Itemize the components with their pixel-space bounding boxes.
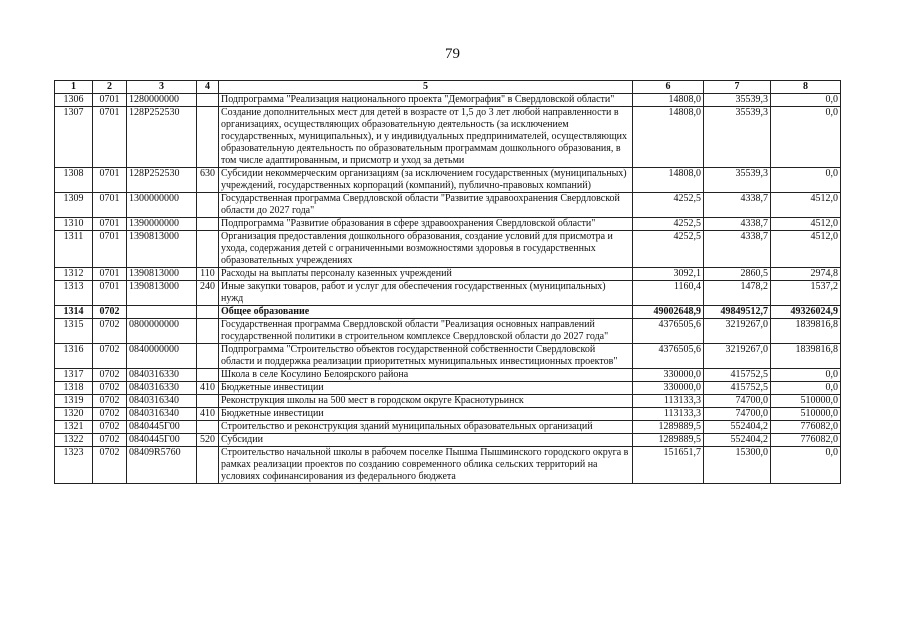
section-code: 0702 — [93, 395, 127, 408]
amount-year-2: 3219267,0 — [704, 344, 771, 369]
section-code: 0702 — [93, 319, 127, 344]
page-number: 79 — [445, 46, 460, 62]
column-header: 8 — [771, 81, 841, 94]
row-number: 1314 — [55, 306, 93, 319]
amount-year-1: 4252,5 — [633, 231, 704, 268]
target-code: 0840000000 — [127, 344, 197, 369]
item-name: Бюджетные инвестиции — [219, 408, 633, 421]
amount-year-2: 2860,5 — [704, 268, 771, 281]
item-name: Общее образование — [219, 306, 633, 319]
section-code: 0702 — [93, 447, 127, 484]
column-header: 7 — [704, 81, 771, 94]
expense-type — [197, 395, 219, 408]
amount-year-3: 776082,0 — [771, 434, 841, 447]
amount-year-2: 1478,2 — [704, 281, 771, 306]
table-row — [55, 434, 841, 447]
item-name: Подпрограмма "Строительство объектов государственной собственности Свердловской области и поддержка реализации приоритетных муниципальных инвестиционных проектов" — [219, 344, 633, 369]
amount-year-2: 552404,2 — [704, 434, 771, 447]
table-row — [55, 369, 841, 382]
row-number: 1317 — [55, 369, 93, 382]
row-number: 1320 — [55, 408, 93, 421]
row-number: 1312 — [55, 268, 93, 281]
table-row — [55, 395, 841, 408]
table-row — [55, 382, 841, 395]
target-code: 128P252530 — [127, 168, 197, 193]
amount-year-3: 4512,0 — [771, 218, 841, 231]
target-code: 0840445Г00 — [127, 421, 197, 434]
section-code: 0701 — [93, 107, 127, 168]
amount-year-3: 4512,0 — [771, 231, 841, 268]
amount-year-3: 0,0 — [771, 168, 841, 193]
target-code: 1390000000 — [127, 218, 197, 231]
row-number: 1323 — [55, 447, 93, 484]
table-row — [55, 344, 841, 369]
row-number: 1306 — [55, 94, 93, 107]
row-number: 1318 — [55, 382, 93, 395]
item-name: Субсидии — [219, 434, 633, 447]
table-body — [55, 94, 841, 484]
expense-type — [197, 107, 219, 168]
expense-type: 410 — [197, 408, 219, 421]
expense-type — [197, 231, 219, 268]
expense-type: 410 — [197, 382, 219, 395]
amount-year-1: 14808,0 — [633, 94, 704, 107]
section-code: 0701 — [93, 268, 127, 281]
amount-year-2: 35539,3 — [704, 107, 771, 168]
table-row — [55, 268, 841, 281]
table-row — [55, 231, 841, 268]
table-row — [55, 408, 841, 421]
row-number: 1316 — [55, 344, 93, 369]
header-row — [55, 81, 841, 94]
amount-year-1: 49002648,9 — [633, 306, 704, 319]
amount-year-3: 0,0 — [771, 382, 841, 395]
section-code: 0701 — [93, 231, 127, 268]
amount-year-2: 74700,0 — [704, 395, 771, 408]
item-name: Строительство начальной школы в рабочем поселке Пышма Пышминского городского округа в рамках реализации проектов по созданию современного облика сельских территорий на условиях софинансирования из федерального бюджета — [219, 447, 633, 484]
budget-table — [54, 80, 841, 484]
amount-year-3: 510000,0 — [771, 408, 841, 421]
row-number: 1321 — [55, 421, 93, 434]
target-code: 0840316340 — [127, 395, 197, 408]
column-header: 3 — [127, 81, 197, 94]
amount-year-2: 74700,0 — [704, 408, 771, 421]
amount-year-2: 3219267,0 — [704, 319, 771, 344]
amount-year-2: 15300,0 — [704, 447, 771, 484]
amount-year-3: 0,0 — [771, 94, 841, 107]
amount-year-1: 4252,5 — [633, 218, 704, 231]
item-name: Реконструкция школы на 500 мест в городском округе Краснотурьинск — [219, 395, 633, 408]
item-name: Строительство и реконструкция зданий муниципальных образовательных организаций — [219, 421, 633, 434]
amount-year-2: 4338,7 — [704, 231, 771, 268]
amount-year-2: 35539,3 — [704, 94, 771, 107]
item-name: Государственная программа Свердловской области "Развитие здравоохранения Свердловской области до 2027 года" — [219, 193, 633, 218]
target-code: 1280000000 — [127, 94, 197, 107]
row-number: 1311 — [55, 231, 93, 268]
amount-year-3: 510000,0 — [771, 395, 841, 408]
table-row — [55, 447, 841, 484]
expense-type: 630 — [197, 168, 219, 193]
expense-type — [197, 306, 219, 319]
amount-year-1: 113133,3 — [633, 395, 704, 408]
target-code: 1390813000 — [127, 231, 197, 268]
expense-type — [197, 319, 219, 344]
row-number: 1313 — [55, 281, 93, 306]
row-number: 1322 — [55, 434, 93, 447]
row-number: 1319 — [55, 395, 93, 408]
column-header: 2 — [93, 81, 127, 94]
target-code: 0840316330 — [127, 369, 197, 382]
row-number: 1307 — [55, 107, 93, 168]
section-code: 0701 — [93, 281, 127, 306]
expense-type — [197, 193, 219, 218]
amount-year-2: 4338,7 — [704, 193, 771, 218]
amount-year-2: 552404,2 — [704, 421, 771, 434]
amount-year-2: 4338,7 — [704, 218, 771, 231]
item-name: Бюджетные инвестиции — [219, 382, 633, 395]
table-row — [55, 218, 841, 231]
item-name: Государственная программа Свердловской области "Реализация основных направлений государственной политики в строительном комплексе Свердловской области до 2027 года" — [219, 319, 633, 344]
section-code: 0701 — [93, 193, 127, 218]
column-header: 1 — [55, 81, 93, 94]
amount-year-2: 49849512,7 — [704, 306, 771, 319]
amount-year-3: 1537,2 — [771, 281, 841, 306]
amount-year-1: 1289889,5 — [633, 421, 704, 434]
table-row — [55, 281, 841, 306]
column-header: 5 — [219, 81, 633, 94]
section-code: 0701 — [93, 168, 127, 193]
amount-year-1: 4376505,6 — [633, 344, 704, 369]
expense-type — [197, 218, 219, 231]
target-code: 128P252530 — [127, 107, 197, 168]
amount-year-1: 1160,4 — [633, 281, 704, 306]
section-code: 0701 — [93, 218, 127, 231]
amount-year-1: 151651,7 — [633, 447, 704, 484]
table-row — [55, 421, 841, 434]
amount-year-1: 3092,1 — [633, 268, 704, 281]
expense-type — [197, 369, 219, 382]
table-row — [55, 107, 841, 168]
section-code: 0702 — [93, 369, 127, 382]
section-code: 0701 — [93, 94, 127, 107]
amount-year-3: 1839816,8 — [771, 319, 841, 344]
amount-year-1: 113133,3 — [633, 408, 704, 421]
amount-year-3: 0,0 — [771, 447, 841, 484]
expense-type: 110 — [197, 268, 219, 281]
expense-type — [197, 447, 219, 484]
amount-year-3: 4512,0 — [771, 193, 841, 218]
amount-year-2: 35539,3 — [704, 168, 771, 193]
item-name: Создание дополнительных мест для детей в возрасте от 1,5 до 3 лет любой направленности в организациях, осуществляющих образовательную деятельность (за исключением государственных, муниципальных), и у индивидуальных предпринимателей, осуществляющих образовательную деятельность по образовательным программам дошкольного образования, в том числе адаптированным, и присмотр и уход за детьми — [219, 107, 633, 168]
amount-year-3: 1839816,8 — [771, 344, 841, 369]
section-code: 0702 — [93, 408, 127, 421]
target-code: 0840445Г00 — [127, 434, 197, 447]
amount-year-3: 2974,8 — [771, 268, 841, 281]
section-code: 0702 — [93, 306, 127, 319]
item-name: Иные закупки товаров, работ и услуг для обеспечения государственных (муниципальных) нужд — [219, 281, 633, 306]
target-code: 0840316330 — [127, 382, 197, 395]
amount-year-3: 0,0 — [771, 107, 841, 168]
expense-type: 520 — [197, 434, 219, 447]
amount-year-2: 415752,5 — [704, 369, 771, 382]
amount-year-3: 0,0 — [771, 369, 841, 382]
table-row — [55, 306, 841, 319]
target-code: 0800000000 — [127, 319, 197, 344]
table-row — [55, 168, 841, 193]
column-header: 6 — [633, 81, 704, 94]
amount-year-1: 330000,0 — [633, 382, 704, 395]
amount-year-3: 776082,0 — [771, 421, 841, 434]
column-header: 4 — [197, 81, 219, 94]
item-name: Расходы на выплаты персоналу казенных учреждений — [219, 268, 633, 281]
row-number: 1310 — [55, 218, 93, 231]
table-row — [55, 94, 841, 107]
section-code: 0702 — [93, 344, 127, 369]
section-code: 0702 — [93, 421, 127, 434]
item-name: Субсидии некоммерческим организациям (за исключением государственных (муниципальных) учреждений, государственных корпораций (компаний), публично-правовых компаний) — [219, 168, 633, 193]
amount-year-1: 1289889,5 — [633, 434, 704, 447]
section-code: 0702 — [93, 434, 127, 447]
expense-type — [197, 344, 219, 369]
target-code: 08409R5760 — [127, 447, 197, 484]
target-code: 0840316340 — [127, 408, 197, 421]
target-code: 1390813000 — [127, 268, 197, 281]
target-code: 1300000000 — [127, 193, 197, 218]
expense-type: 240 — [197, 281, 219, 306]
section-code: 0702 — [93, 382, 127, 395]
target-code: 1390813000 — [127, 281, 197, 306]
row-number: 1308 — [55, 168, 93, 193]
item-name: Школа в селе Косулино Белоярского района — [219, 369, 633, 382]
amount-year-3: 49326024,9 — [771, 306, 841, 319]
target-code — [127, 306, 197, 319]
table-row — [55, 319, 841, 344]
expense-type — [197, 421, 219, 434]
amount-year-1: 4252,5 — [633, 193, 704, 218]
amount-year-1: 4376505,6 — [633, 319, 704, 344]
row-number: 1309 — [55, 193, 93, 218]
table-row — [55, 193, 841, 218]
item-name: Подпрограмма "Реализация национального проекта "Демография" в Свердловской области" — [219, 94, 633, 107]
item-name: Подпрограмма "Развитие образования в сфере здравоохранения Свердловской области" — [219, 218, 633, 231]
item-name: Организация предоставления дошкольного образования, создание условий для присмотра и ухода, содержания детей с ограниченными возможностями здоровья в государственных образовательных учреждениях — [219, 231, 633, 268]
expense-type — [197, 94, 219, 107]
row-number: 1315 — [55, 319, 93, 344]
amount-year-1: 14808,0 — [633, 168, 704, 193]
amount-year-1: 14808,0 — [633, 107, 704, 168]
amount-year-2: 415752,5 — [704, 382, 771, 395]
amount-year-1: 330000,0 — [633, 369, 704, 382]
